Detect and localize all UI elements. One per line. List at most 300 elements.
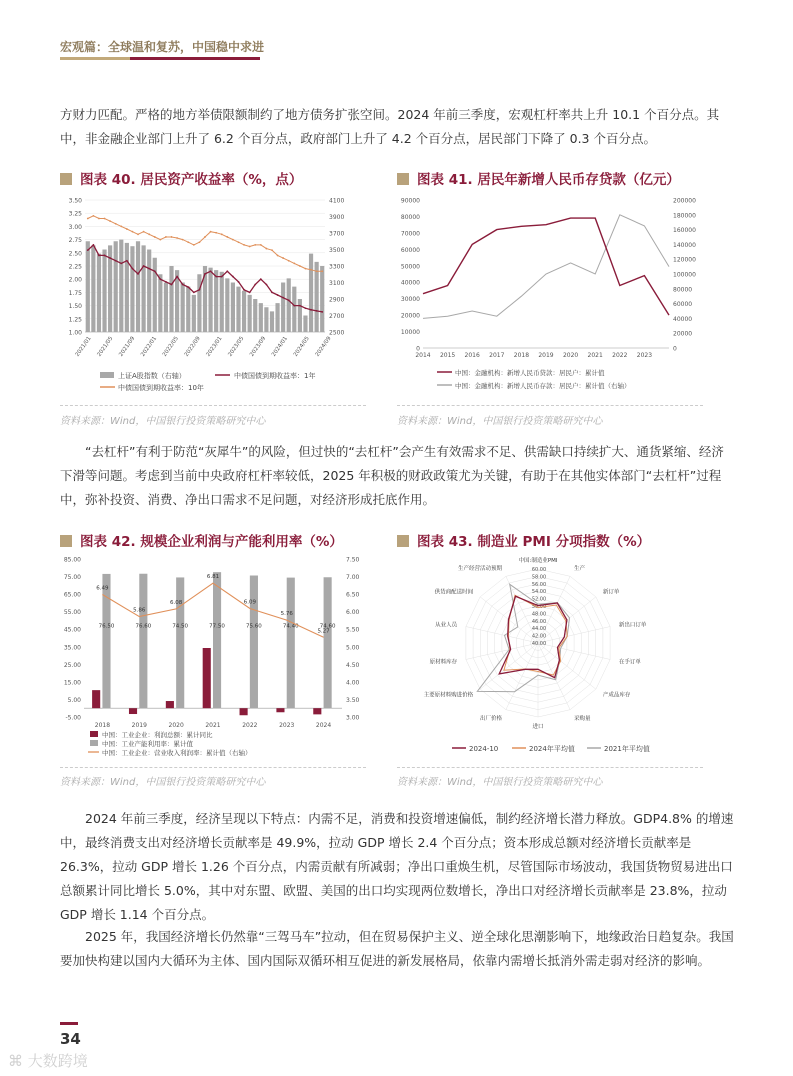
series-10y-point [120,226,122,228]
series-10y-point [243,244,245,246]
series-1y-point [148,268,150,270]
series-1y-point [282,297,284,299]
x-tick-label: 2020 [168,722,184,729]
series-10y-point [204,236,206,238]
series-10y-point [321,270,323,272]
x-tick-label: 2021 [587,352,603,359]
series-1y-point [154,270,156,272]
series-1y-point [120,262,122,264]
y-left-tick-label: 45.00 [63,626,81,634]
chart-41-title: 图表 41. 居民年新增人民币存贷款（亿元） [397,168,680,188]
data-label-margin: 6.09 [243,599,256,606]
data-label-capacity: 75.60 [246,623,262,630]
y-right-tick-label: 60000 [673,301,693,309]
paragraph-1: 方财力匹配。严格的地方举债限额制约了地方债务扩张空间。2024 年前三季度，宏观杠杆率共上升 10.1 个百分点。其中，非金融企业部门上升了 6.2 个百分点，政府部门上升了 4.2 个百分点，居民部门下降了 0.3 个百分点。 [60,107,720,146]
bar-profit [92,690,100,708]
radar-ring-label: 44.00 [531,626,547,633]
radar-ring-label: 40.00 [531,641,547,647]
y-left-tick-label: 3.25 [68,210,82,218]
radar-ring-label: 42.00 [531,633,547,640]
data-label-margin: 5.27 [317,628,330,635]
y-left-tick-label: 30000 [400,296,420,304]
bar-index [292,287,296,332]
series-10y-point [310,269,312,271]
y-right-tick-label: 3900 [329,214,345,221]
bar-index [242,291,246,332]
bar-index [270,311,274,332]
series-10y-point [132,231,134,233]
series-1y-point [243,289,245,291]
bar-index [102,250,106,333]
series-1y-point [226,270,228,272]
series-10y-point [254,244,256,246]
y-right-tick-label: 7.50 [346,556,360,564]
chart-41 [397,192,702,397]
series-10y-point [126,228,128,230]
bar-capacity [324,577,332,708]
bar-index [147,250,151,333]
y-left-tick-label: 15.00 [63,679,81,687]
legend-label: 中国：工业企业：营业收入利润率：累计值（右轴） [102,749,252,757]
series-10y-point [293,262,295,264]
y-left-tick-label: 3.00 [68,223,82,231]
legend-swatch [100,372,114,378]
y-right-tick-label: 200000 [673,197,696,205]
series-10y-point [305,268,307,270]
series-1y-point [210,270,212,272]
series-10y-point [115,223,117,225]
data-label-capacity: 74.60 [319,623,336,630]
legend-swatch [90,731,98,737]
x-tick-label: 2023/09 [249,335,268,358]
series-1y-point [98,255,100,257]
radar-axis-label: 供货商配送时间 [434,589,474,596]
y-right-tick-label: 140000 [673,241,696,249]
y-left-tick-label: 10000 [400,329,420,337]
bar-index [236,287,240,332]
y-left-tick-label: 80000 [400,213,420,221]
chart-43 [397,553,702,758]
series-1y-point [182,284,184,286]
x-tick-label: 2023/05 [227,335,246,358]
series-1y-point [204,273,206,275]
y-left-tick-label: 2.75 [68,237,82,245]
bar-index [164,283,168,333]
series-1y-point [109,257,111,259]
series-10y-point [265,248,267,250]
series-10y-point [171,236,173,238]
bar-index [253,299,257,332]
x-tick-label: 2024 [315,722,332,729]
series-10y-point [282,257,284,259]
bar-index [142,245,146,332]
radar-axis-label: 新订单 [602,589,620,596]
bar-profit [203,648,211,708]
series-10y-point [176,237,178,239]
series-1y-point [92,244,94,246]
bar-index [220,272,224,332]
series-1y-point [310,309,312,311]
bar-index [197,274,201,332]
series-10y-point [98,218,100,220]
bar-index [231,283,235,333]
x-tick-label: 2016 [464,352,480,359]
bar-index [125,243,129,332]
y-right-tick-label: 3500 [329,247,345,254]
series-10y-point [215,232,217,234]
chart-43-title: 图表 43. 制造业 PMI 分项指数（%） [397,530,650,550]
radar-axis-label: 原材料库存 [429,659,458,666]
series-10y-point [221,233,223,235]
y-right-tick-label: 4.00 [346,679,360,687]
series-10y-point [92,215,94,217]
radar-ring-label: 52.00 [531,596,547,603]
radar-axis-label: 中国:制造业PMI [518,558,558,564]
series-1y-point [249,292,251,294]
radar-ring-label: 46.00 [531,618,547,625]
x-tick-label: 2021 [205,722,221,729]
bar-capacity [102,574,110,708]
page-number-bar [60,1022,78,1025]
y-right-tick-label: 120000 [673,256,696,264]
y-right-tick-label: 2700 [329,313,345,320]
y-left-tick-label: 35.00 [63,644,81,652]
bar-index [130,246,134,332]
chart-42 [60,553,365,758]
data-label-capacity: 76.60 [135,623,152,630]
series-1y-point [265,284,267,286]
series-10y-point [193,244,195,246]
bar-index [119,240,123,332]
radar-axis-label: 新出口订单 [618,622,647,629]
x-tick-label: 2022/05 [161,335,180,358]
series-1y-point [215,276,217,278]
radar-ring-label: 60.00 [531,567,547,573]
radar-axis-label: 在手订单 [618,659,641,666]
series-1y-point [260,278,262,280]
series-10y-point [232,239,234,241]
legend-label: 中国：金融机构：新增人民币贷款：居民户：累计值 [455,369,605,377]
chart-42-title: 图表 42. 规模企业利润与产能利用率（%） [60,530,343,550]
series-1y-point [87,249,89,251]
series-1y-point [316,310,318,312]
y-right-tick-label: 3100 [329,280,345,287]
bar-index [225,278,229,332]
x-tick-label: 2021/05 [96,335,115,358]
series-1y-point [305,307,307,309]
series-10y-point [316,270,318,272]
title-square-icon [60,173,72,185]
series-10y-point [277,255,279,257]
series-10y-point [104,218,106,220]
y-left-tick-label: 85.00 [63,556,81,564]
divider-line [397,767,703,768]
y-right-tick-label: 2500 [329,329,345,337]
data-label-margin: 6.81 [206,574,220,581]
x-tick-label: 2023 [636,352,653,359]
y-left-tick-label: -5.00 [65,714,81,722]
y-right-tick-label: 0 [673,345,677,353]
bar-index [287,278,291,332]
paragraph-4: 2025 年，我国经济增长仍然靠“三驾马车”拉动，但在贸易保护主义、逆全球化思潮影响下，地缘政治日趋复杂。我国要加快构建以国内大循环为主体、国内国际双循环相互促进的新发展格局，依靠内需增长抵消外需走弱对经济的影响。 [60,929,734,968]
legend-label: 中债国债到期收益率：10年 [118,384,204,392]
paragraph-3: 2024 年前三季度，经济呈现以下特点：内需不足，消费和投资增速偏低，制约经济增长潜力释放。GDP4.8% 的增速中，最终消费支出对经济增长贡献率是 49.9%，拉动 GDP 增长 2.4 个百分点；资本形成总额对经济增长贡献率是 26.3%，拉动 GDP 增长 1.26 个百分点，内需贡献有所减弱；净出口重焕生机，尽管国际市场波动，我国货物贸易进出口总额累计同比增长 5.0%，其中对东盟、欧盟、美国的出口均实现两位数增长，净出口对经济增长贡献率是 23.8%，拉动 GDP 增长 1.14 个百分点。 [60,811,734,922]
y-left-tick-label: 60000 [400,246,420,254]
series-10y-point [187,241,189,243]
series-1y-point [193,292,195,294]
radar-axis-label: 产成品库存 [602,692,631,699]
series-loans [423,218,669,315]
y-left-tick-label: 5.00 [67,696,81,704]
series-10y-point [143,231,145,233]
legend-swatch [90,740,98,746]
data-label-margin: 6.08 [170,599,183,606]
series-1y-point [238,281,240,283]
bar-index [248,295,252,332]
series-10y-point [210,231,212,233]
header-section: 宏观篇：全球温和复苏，中国稳中求进 [60,40,265,54]
y-right-tick-label: 180000 [673,212,696,220]
title-square-icon [397,535,409,547]
chart-40 [60,192,365,397]
data-label-capacity: 74.50 [172,623,189,630]
series-10y-point [260,244,262,246]
x-tick-label: 2022 [242,722,258,729]
title-square-icon [60,535,72,547]
series-10y-point [199,241,201,243]
y-left-tick-label: 75.00 [63,574,81,582]
bar-profit [240,708,248,715]
chart-42-source: 资料来源：Wind，中国银行投资策略研究中心 [60,777,266,788]
y-right-tick-label: 4.50 [346,661,360,669]
bar-index [181,283,185,333]
data-label-margin: 5.76 [280,611,293,618]
y-right-tick-label: 7.00 [346,574,360,582]
y-right-tick-label: 3300 [329,263,345,271]
series-1y-point [288,299,290,301]
divider-line [397,405,703,406]
y-right-tick-label: 20000 [673,330,693,338]
series-1y-point [115,260,117,262]
x-tick-label: 2023 [279,722,295,729]
radar-ring-label: 56.00 [531,581,547,588]
data-label-capacity: 74.40 [282,623,299,630]
x-tick-label: 2020 [562,352,579,359]
y-right-tick-label: 3700 [329,230,345,238]
bar-index [169,266,173,332]
bar-index [309,254,313,332]
radar-axis-label: 进口 [532,724,544,730]
y-right-tick-label: 100000 [673,271,696,279]
chart-40-title: 图表 40. 居民资产收益率（%，点） [60,168,302,188]
y-right-tick-label: 2900 [329,296,345,304]
bar-index [208,268,212,332]
bar-index [214,270,218,332]
y-left-tick-label: 50000 [400,263,420,271]
series-1y-point [221,276,223,278]
y-right-tick-label: 160000 [673,227,696,235]
series-10y-point [299,265,301,267]
series-1y-point [271,292,273,294]
radar-axis-label: 生产 [574,566,586,573]
series-1y-point [254,284,256,286]
legend-label: 中国：金融机构：新增人民币存款：居民户：累计值（右轴） [455,382,631,390]
bar-index [203,266,207,332]
y-right-tick-label: 6.50 [346,591,360,599]
bar-index [303,316,307,333]
bar-index [275,303,279,332]
bar-index [186,287,190,332]
bar-index [192,295,196,332]
divider-line [60,767,366,768]
y-right-tick-label: 80000 [673,286,693,294]
legend-label: 中债国债到期收益率：1年 [234,372,316,380]
divider-line [60,405,366,406]
x-tick-label: 2023/01 [205,335,224,358]
bar-index [315,262,319,332]
y-right-tick-label: 5.50 [346,626,360,634]
data-label-capacity: 77.50 [209,623,225,630]
series-1y-point [277,294,279,296]
x-tick-label: 2024/01 [270,335,290,358]
legend-label: 中国：工业企业：利润总额：累计同比 [102,731,213,739]
series-10y-point [159,239,161,241]
watermark: ⌘ 大数跨境 [8,1052,88,1070]
series-10y-point [148,233,150,235]
y-left-tick-label: 3.50 [68,197,82,205]
title-square-icon [397,173,409,185]
bar-profit [313,708,321,714]
series-10y-point [109,220,111,222]
series-1y-point [171,284,173,286]
data-label-capacity: 76.50 [98,623,115,630]
data-label-margin: 5.86 [133,607,146,614]
series-1y-point [159,278,161,280]
series-10y-point [238,241,240,243]
x-tick-label: 2019 [131,722,147,729]
y-right-tick-label: 40000 [673,315,693,323]
series-1y-point [293,305,295,307]
y-left-tick-label: 2.00 [68,276,82,284]
legend-label: 2021年平均值 [604,745,650,753]
series-1y-point [165,281,167,283]
y-left-tick-label: 1.25 [68,316,82,324]
series-10y-point [249,246,251,248]
radar-ring-label: 54.00 [531,589,547,596]
series-10y-point [165,236,167,238]
radar-ring-label: 48.00 [531,611,547,618]
series-1y-point [232,276,234,278]
header-rule-gold [60,57,130,60]
bar-profit [129,708,137,714]
radar-axis-label: 采购量 [574,715,591,722]
series-10y-point [87,218,89,220]
y-left-tick-label: 25.00 [63,661,81,669]
series-1y-point [187,286,189,288]
y-right-tick-label: 3.50 [346,696,360,704]
y-left-tick-label: 55.00 [63,609,81,617]
series-1y-point [132,268,134,270]
bar-index [153,258,157,332]
y-left-tick-label: 2.25 [68,263,82,271]
radar-ring-label: 50.00 [531,604,547,610]
y-left-tick-label: 40000 [400,279,420,287]
y-left-tick-label: 2.50 [68,250,82,258]
series-10y-point [154,236,156,238]
legend-label: 中国：工业产能利用率：累计值 [102,740,193,748]
radar-axis-label: 主要原材料购进价格 [423,692,474,699]
x-tick-label: 2017 [489,352,505,359]
bar-index [114,241,118,332]
legend-label: 上证A股指数（右轴） [118,372,186,380]
y-left-tick-label: 1.50 [68,303,82,311]
header-rule-crimson [130,57,260,60]
x-tick-label: 2015 [439,352,456,359]
series-10y-point [226,236,228,238]
y-left-tick-label: 1.00 [68,329,82,337]
x-tick-label: 2018 [513,352,530,359]
bar-index [158,274,162,332]
bar-capacity [176,577,184,708]
series-1y-point [126,260,128,262]
series-10y-point [182,239,184,241]
bar-capacity [139,574,147,708]
x-tick-label: 2019 [538,352,554,359]
x-tick-label: 2022 [612,352,628,359]
paragraph-2: “去杠杆”有利于防范“灰犀牛”的风险，但过快的“去杠杆”会产生有效需求不足、供需缺口持续扩大、通货紧缩、经济下滑等问题。考虑到当前中央政府杠杆率较低，2025 年积极的财政政策尤为关键，有助于在其他实体部门“去杠杆”过程中，弥补投资、消费、净出口需求不足问题，对经济形成托底作用。 [60,444,724,507]
chart-41-source: 资料来源：Wind，中国银行投资策略研究中心 [397,416,603,427]
bar-index [136,241,140,332]
radar-axis-label: 从业人员 [435,622,458,629]
chart-43-source: 资料来源：Wind，中国银行投资策略研究中心 [397,777,603,788]
legend-label: 2024年平均值 [529,745,575,753]
y-right-tick-label: 5.00 [346,644,360,652]
series-1y-point [104,255,106,257]
y-left-tick-label: 90000 [400,197,420,205]
bar-capacity [287,578,295,709]
x-tick-label: 2022/01 [140,335,159,358]
bar-profit [166,701,174,708]
x-tick-label: 2014 [415,352,431,359]
x-tick-label: 2024/09 [314,335,333,358]
bar-capacity [250,576,258,709]
x-tick-label: 2021/09 [118,335,137,358]
bar-index [264,307,268,332]
radar-ring-label: 58.00 [531,574,547,581]
bar-index [91,245,95,332]
bar-index [259,303,263,332]
series-deposits [423,215,669,319]
x-tick-label: 2021/01 [74,335,93,358]
series-1y-point [143,265,145,267]
x-tick-label: 2022/09 [183,335,202,358]
bar-index [298,299,302,332]
series-1y-point [137,273,139,275]
series-1y-point [199,289,201,291]
x-tick-label: 2018 [94,722,111,729]
y-right-tick-label: 6.00 [346,609,360,617]
series-10y-point [137,233,139,235]
series-10y-point [288,260,290,262]
y-left-tick-label: 70000 [400,230,420,238]
y-left-tick-label: 1.75 [68,289,82,297]
y-right-tick-label: 3.00 [346,714,360,722]
series-1y-point [176,276,178,278]
bar-index [320,266,324,332]
radar-axis-label: 生产经营活动预期 [457,566,502,573]
bar-capacity [213,572,221,708]
y-left-tick-label: 0 [416,345,420,353]
